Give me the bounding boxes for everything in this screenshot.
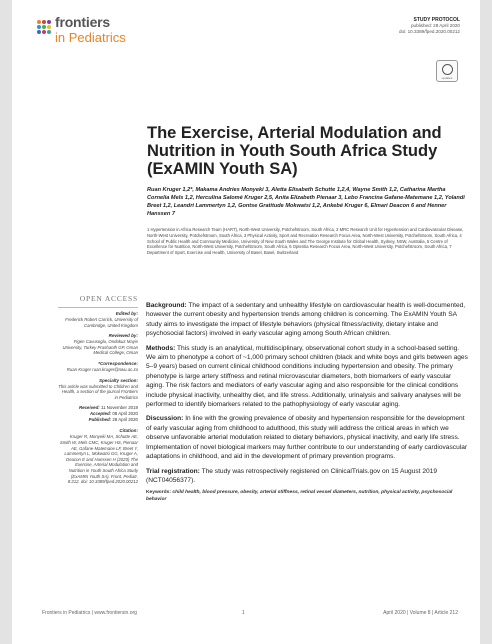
- accepted-date: Accepted: 08 April 2020: [89, 411, 138, 417]
- journal-name: in Pediatrics: [55, 30, 126, 45]
- abstract-background: Background: The impact of a sedentary and unhealthy lifestyle on cardiovascular health is well-documented, however the current obesity and hypertension trends among children is concerning. The ExAMIN Youth SA study aims to investigate the impact of lifestyle behaviors (physical fitness/activity, dietary intake and psychosocial factors) involved in early vascular aging among South African children.: [146, 302, 466, 338]
- article-title: The Exercise, Arterial Modulation and Nutrition in Youth South Africa Study (ExAMIN Youth SA): [147, 124, 442, 178]
- article-meta: [399, 17, 460, 35]
- citation-heading: Citation:: [119, 428, 138, 434]
- author-list: Ruan Kruger 1,2*, Makama Andries Monyeki 3, Aletta Elisabeth Schutte 1,2,4, Wayne Smith 1,2, Catharina Martha Cornelia Mels 1,2, Herculina Salomé Kruger 2,5, Anita Elizabeth Pienaar 3, Lebo Francina Gafane-Matemane 1,2, Yolandi Breet 1,2, Leandri Lammertyn 1,2, Gontse Gratitude Mokwatsi 1,2, Ankebé Kruger 6, Elmari Deacon 6 and Henner Hanssen 7: [147, 187, 465, 217]
- abstract: [146, 301, 468, 509]
- frontiers-mark-icon: [37, 20, 51, 34]
- footer-journal[interactable]: Frontiers in Pediatrics | www.frontiersin.org: [42, 610, 137, 616]
- citation: Kruger R, Monyeki MA, Schutte AE, Smith W, Mels CMC, Kruger HS, Pienaar AE, Gafane-Matemane LF, Breet Y, Lammertyn L, Mokwatsi GG, Kruger A, Deacon E and Hanssen H (2020) The Exercise, Arterial Modulation and Nutrition in Youth South Africa Study (ExAMIN Youth SA). Front. Pediatr. 8:212. doi: 10.3389/fped.2020.00212: [59, 434, 138, 485]
- page-number: 1: [242, 610, 245, 616]
- specialty-section: This article was submitted to Children and Health, a section of the journal Frontiers in Pediatrics: [58, 383, 138, 400]
- correspondence[interactable]: Ruan Kruger ruan.kruger@nwu.ac.za: [66, 366, 138, 372]
- reviewed-by-heading: Reviewed by:: [108, 333, 138, 339]
- affiliations: 1 Hypertension in Africa Research Team (HART), North-West University, Potchefstroom, South Africa, 2 MRC Research Unit for Hypertension and Cardiovascular Disease, North-West University, Potchefstroom, South Africa, 3 Physical Activity, Sport and Recreation Research Focus Area, North-West University, Potchefstroom, South Africa, 4 School of Public Health and Community Medicine, University of New South Wales and The George Institute for Global Health, Sydney, NSW, Australia, 5 Centre of Excellence for Nutrition, North-West University, Potchefstroom, South Africa, 6 Optentia Research Focus Area, North-West University, Potchefstroom, South Africa, 7 Department of Sport, Exercise and Health, University of Basel, Basel, Switzerland: [147, 227, 464, 256]
- page-footer: [12, 610, 480, 622]
- abstract-discussion: Discussion: In line with the growing prevalence of obesity and hypertension responsible for the development of early vascular aging from childhood to adulthood, this study will address the critical areas in which we observe unfavorable arterial modulation related to dietary behaviors, physical inactivity, and early life stress. Implementation of novel biological markers may further contribute to our understanding of early cardiovascular adaptations in childhood, and aid in the development of primary prevention programs.: [146, 415, 468, 461]
- footer-issue: April 2020 | Volume 8 | Article 212: [383, 610, 458, 616]
- specialty-heading: Specialty section:: [98, 377, 138, 383]
- article-sidebar: [58, 294, 138, 490]
- correspondence-heading: *Correspondence:: [98, 360, 138, 366]
- keywords: Keywords: child health, blood pressure, obesity, arterial stiffness, retinal vessel diameters, nutrition, physical activity, psychosocial behavior: [146, 490, 453, 502]
- check-updates-label: updates: [441, 76, 453, 80]
- reviewed-by: Figen Cavusoglu, Ondokuz Mayis University, Turkey Prashanth GP, Oman Medical College, Oman: [62, 339, 138, 356]
- published-date: published: 28 April 2020: [410, 23, 460, 28]
- open-access-label: OPEN ACCESS: [79, 294, 138, 303]
- edited-by-heading: Edited by:: [115, 311, 138, 316]
- edited-by: Frederick Robert Carrick, University of Cambridge, United Kingdom: [65, 317, 138, 328]
- brand-name: frontiers: [55, 14, 110, 30]
- frontiers-logo[interactable]: [37, 14, 147, 54]
- check-for-updates-icon[interactable]: [436, 60, 458, 82]
- published-date-sidebar: Published: 28 April 2020: [88, 417, 138, 423]
- abstract-trial: Trial registration: The study was retrospectively registered on ClinicalTrials.gov on 15 August 2019 (NCT04056377).: [146, 467, 438, 484]
- received-date: Received: 11 November 2019: [78, 405, 138, 411]
- abstract-methods: Methods: This study is an analytical, multidisciplinary, observational cohort study in a school-based setting. We aim to phenotype a cohort of ~1,000 primary school children (black and white boys and girls between ages 5–9 years) based on current clinical childhood conditions including hypertension and obesity. The primary phenotype is large artery stiffness and retinal microvascular diameters, both biomarkers of early vascular aging. The risk factors and mediators of early vascular aging and also responsible for the clinical conditions include physical inactivity, unhealthy diet, and life stress. Additionally, urinalysis and salivary analyses will be performed to identify biomarkers related to the pathophysiology of early vascular aging.: [146, 344, 468, 409]
- doi-link[interactable]: doi: 10.3389/fped.2020.00212: [398, 29, 460, 34]
- article-type: STUDY PROTOCOL: [413, 17, 460, 23]
- article-page: [12, 0, 480, 644]
